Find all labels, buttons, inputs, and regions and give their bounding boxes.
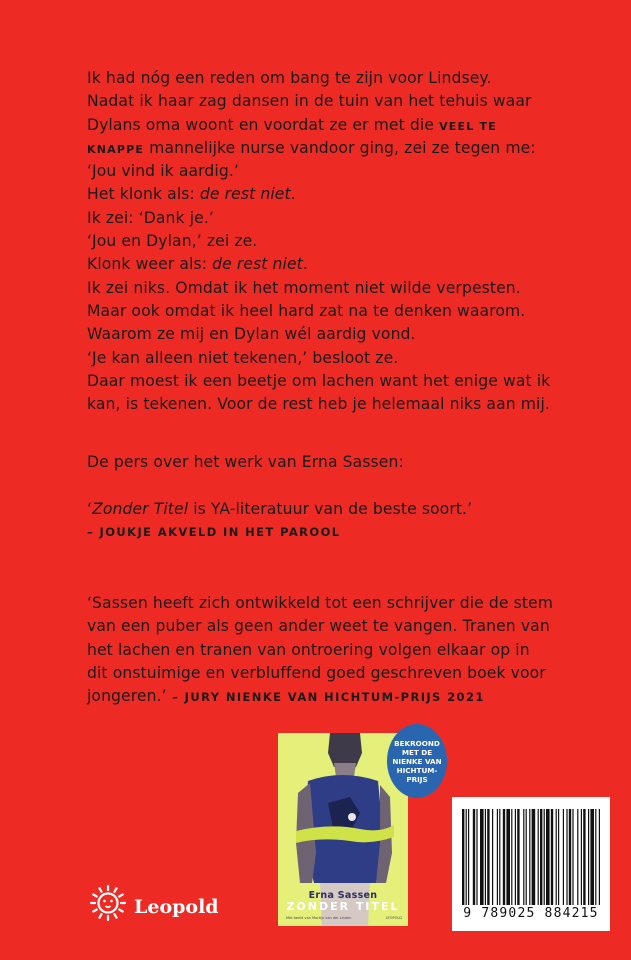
excerpt-line: Nadat ik haar zag dansen in de tuin van het tehuis waar <box>87 92 532 111</box>
book-publisher-mark: LEOPOLD <box>385 916 402 920</box>
barcode <box>452 797 610 931</box>
press-quote-parool <box>87 498 472 545</box>
quote-line: het lachen en tranen van ontroering volgen elkaar op in <box>87 640 530 659</box>
quote-source: – JOUKJE AKVELD IN HET PAROOL <box>87 525 341 540</box>
excerpt-line: ‘Jou en Dylan,’ zei ze. <box>87 232 258 251</box>
lion-logo-icon <box>87 883 129 925</box>
barcode-bars <box>460 809 602 905</box>
excerpt-line: Ik zei niks. Omdat ik het moment niet wilde verpesten. <box>87 278 521 297</box>
excerpt-line: Daar moest ik een beetje om lachen want het enige wat ik <box>87 371 551 390</box>
press-intro <box>87 451 404 474</box>
book-title: ZONDER TITEL <box>286 900 400 913</box>
quote-line: ‘Zonder Titel is YA-literatuur van de beste soort.’ <box>87 500 473 518</box>
excerpt-line: Maar ook omdat ik heel hard zat na te denken waarom. <box>87 301 526 320</box>
quote-source: – JURY NIENKE VAN HICHTUM-PRIJS 2021 <box>166 690 485 705</box>
excerpt-line: Waarom ze mij en Dylan wél aardig vond. <box>87 325 416 344</box>
award-badge-text: BEKROOND MET DE NIENKE VAN HICHTUM-PRIJS <box>392 738 442 784</box>
excerpt-line: Klonk weer als: de rest niet. <box>87 255 308 274</box>
award-badge <box>387 724 447 798</box>
press-quote-jury <box>87 592 553 708</box>
press-intro-text: De pers over het werk van Erna Sassen: <box>87 453 404 471</box>
excerpt-line: ‘Jou vind ik aardig.’ <box>87 162 239 181</box>
excerpt-line: KNAPPE mannelijke nurse vandoor ging, zei ze tegen me: <box>87 138 536 157</box>
book-illustrator-credit: Met beeld van Martijn van der Linden <box>286 916 352 920</box>
quote-line: dit onstuimige en verbluffend goed geschreven boek voor <box>87 663 546 682</box>
excerpt-line: Ik had nóg een reden om bang te zijn voor Lindsey. <box>87 69 492 87</box>
excerpt-line: kan, is tekenen. Voor de rest heb je helemaal niks aan mij. <box>87 395 550 414</box>
excerpt-line: Dylans oma woont en voordat ze er met die VEEL TE <box>87 115 497 134</box>
excerpt-line: Ik zei: ‘Dank je.’ <box>87 208 214 227</box>
isbn-number: 9 789025 884215 <box>463 906 599 921</box>
quote-line: ‘Sassen heeft zich ontwikkeld tot een schrijver die de stem <box>87 594 554 612</box>
quote-line: van een puber als geen ander weet te vangen. Tranen van <box>87 617 550 636</box>
back-cover-excerpt <box>87 67 550 416</box>
quote-line: jongeren.’ – JURY NIENKE VAN HICHTUM-PRIJS 2021 <box>87 687 485 706</box>
book-author: Erna Sassen <box>308 890 378 901</box>
excerpt-line: ‘Je kan alleen niet tekenen,’ besloot ze. <box>87 348 399 367</box>
excerpt-line: Het klonk als: de rest niet. <box>87 185 296 204</box>
publisher-logo-text: Leopold <box>134 896 219 918</box>
